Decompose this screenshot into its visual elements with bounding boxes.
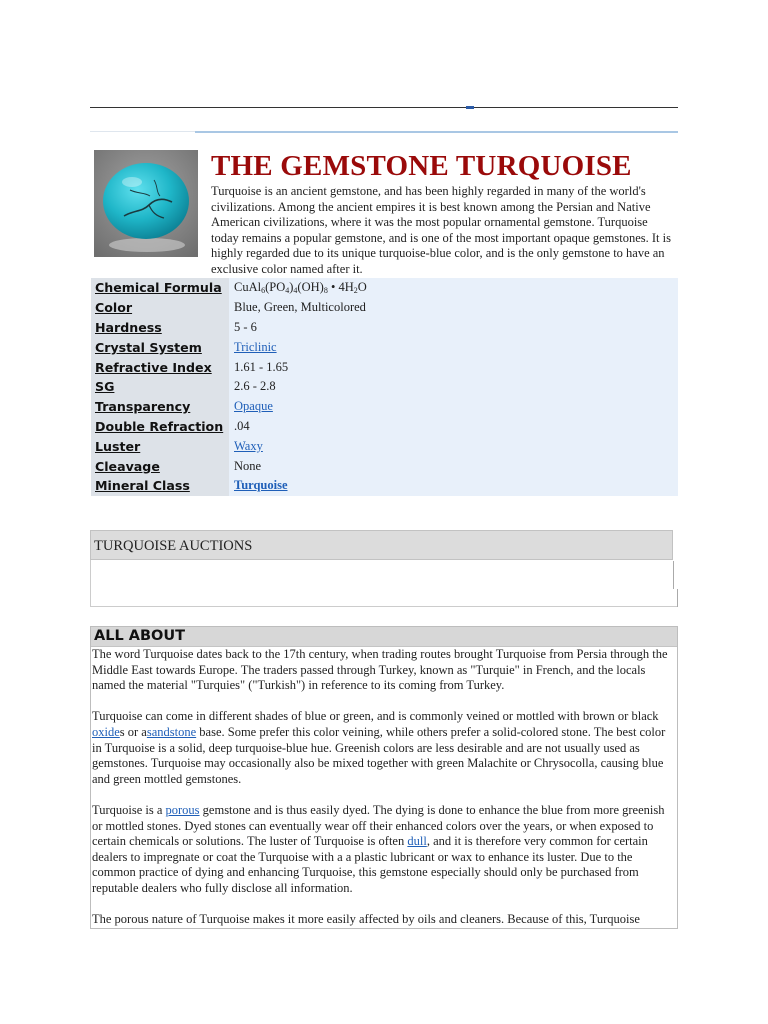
text-span: Turquoise can come in different shades of blue or green, and is commonly veined or mottled with brown or black — [92, 709, 659, 724]
property-label: Color — [91, 298, 229, 318]
about-paragraph-3 — [91, 803, 677, 897]
property-row — [91, 337, 678, 357]
dull-link[interactable]: dull — [407, 834, 427, 849]
top-divider — [90, 107, 678, 108]
property-label: SG — [91, 377, 229, 397]
auctions-content — [90, 560, 678, 607]
property-row — [91, 456, 678, 476]
property-value — [229, 436, 678, 456]
text-span: s or a — [119, 724, 147, 739]
oxide-link[interactable]: oxide — [92, 724, 120, 739]
property-value: 2.6 - 2.8 — [229, 377, 678, 397]
property-value: 5 - 6 — [229, 318, 678, 338]
all-about-header: ALL ABOUT — [91, 627, 677, 647]
property-label: Mineral Class — [91, 476, 229, 496]
page-title: THE GEMSTONE TURQUOISE — [211, 150, 632, 182]
property-row — [91, 318, 678, 338]
sandstone-link[interactable]: sandstone — [146, 724, 197, 739]
divider-marker — [466, 106, 474, 109]
property-value: 1.61 - 1.65 — [229, 357, 678, 377]
property-label: Transparency — [91, 397, 229, 417]
property-row — [91, 476, 678, 496]
property-row — [91, 377, 678, 397]
property-row — [91, 278, 678, 298]
property-label: Luster — [91, 436, 229, 456]
text-span: Turquoise is a — [92, 802, 166, 817]
porous-link[interactable]: porous — [165, 802, 200, 817]
property-value-link[interactable]: Turquoise — [234, 478, 288, 493]
property-label: Chemical Formula — [91, 278, 229, 298]
property-value-link[interactable]: Opaque — [234, 399, 273, 414]
property-value-link[interactable]: Waxy — [234, 438, 263, 453]
property-row — [91, 436, 678, 456]
property-row — [91, 357, 678, 377]
text-span: , and it is therefore very common for certain dealers to impregnate or coat the Turquoise with a a plastic lubricant or wax to enhance its luster. Due to the common practice of dying and enhancing Turquoise, this gemstone especially should only be purchased from reputable dealers who fully disclose all information. — [92, 834, 648, 895]
property-row — [91, 298, 678, 318]
property-value: None — [229, 456, 678, 476]
auctions-header: TURQUOISE AUCTIONS — [90, 530, 673, 560]
turquoise-gem-image — [94, 150, 198, 257]
property-label: Hardness — [91, 318, 229, 338]
property-label: Crystal System — [91, 337, 229, 357]
property-value — [229, 397, 678, 417]
auctions-frame-line — [677, 589, 678, 607]
property-row — [91, 417, 678, 437]
property-value — [229, 476, 678, 496]
property-label: Refractive Index — [91, 357, 229, 377]
about-paragraph-2 — [91, 709, 677, 787]
property-value — [229, 337, 678, 357]
property-row — [91, 397, 678, 417]
about-paragraph-4: The porous nature of Turquoise makes it more easily affected by oils and cleaners. Because of this, Turquoise — [92, 912, 640, 927]
all-about-section — [90, 626, 678, 929]
text-span: gemstone and is thus easily dyed. The dying is done to enhance the blue from more greenish or mottled stones. Dyed stones can eventually wear off their enhanced colors over the years, or when exposed to certain chemicals or solutions. The luster of Turquoise is often — [92, 802, 665, 849]
property-label: Cleavage — [91, 456, 229, 476]
text-span: base. Some prefer this color veining, while others prefer a solid-colored stone. The best color in Turquoise is a solid, deep turquoise-blue hue. Greenish colors are less desirable and are not usually used as gemstones. Turquoise may occasionally also be mixed together with green Malachite or Chrysocolla, causing blue and green mottled gemstones. — [92, 724, 666, 786]
property-value: .04 — [229, 417, 678, 437]
gem-properties-table — [91, 278, 678, 496]
about-paragraph-1: The word Turquoise dates back to the 17th century, when trading routes brought Turquoise from Persia through the Middle East towards Europe. The traders passed through Turkey, known as "Turquie" in French, and the locals named the material "Turquies" ("Turkish") in reference to its coming from Turkey. — [92, 647, 668, 693]
property-value: $CuAl_6(PO_4)_4(OH)_8$ • $4H_2O$ — [229, 278, 678, 298]
property-value: Blue, Green, Multicolored — [229, 298, 678, 318]
property-value-link[interactable]: Triclinic — [234, 339, 277, 354]
auctions-frame-line — [673, 561, 674, 589]
intro-paragraph: Turquoise is an ancient gemstone, and has been highly regarded in many of the world's civilizations. Among the ancient empires it is best known among the Persian and Native American civilizations, where it was the most popular ornamental gemstone. Turquoise today remains a popular gemstone, and is one of the most important opaque gemstones. It is highly regarded due to its unique turquoise-blue color, and is the only gemstone to have an exclusive color named after it. — [211, 184, 671, 276]
auctions-panel — [90, 530, 676, 607]
secondary-divider-accent — [195, 131, 678, 133]
property-label: Double Refraction — [91, 417, 229, 437]
